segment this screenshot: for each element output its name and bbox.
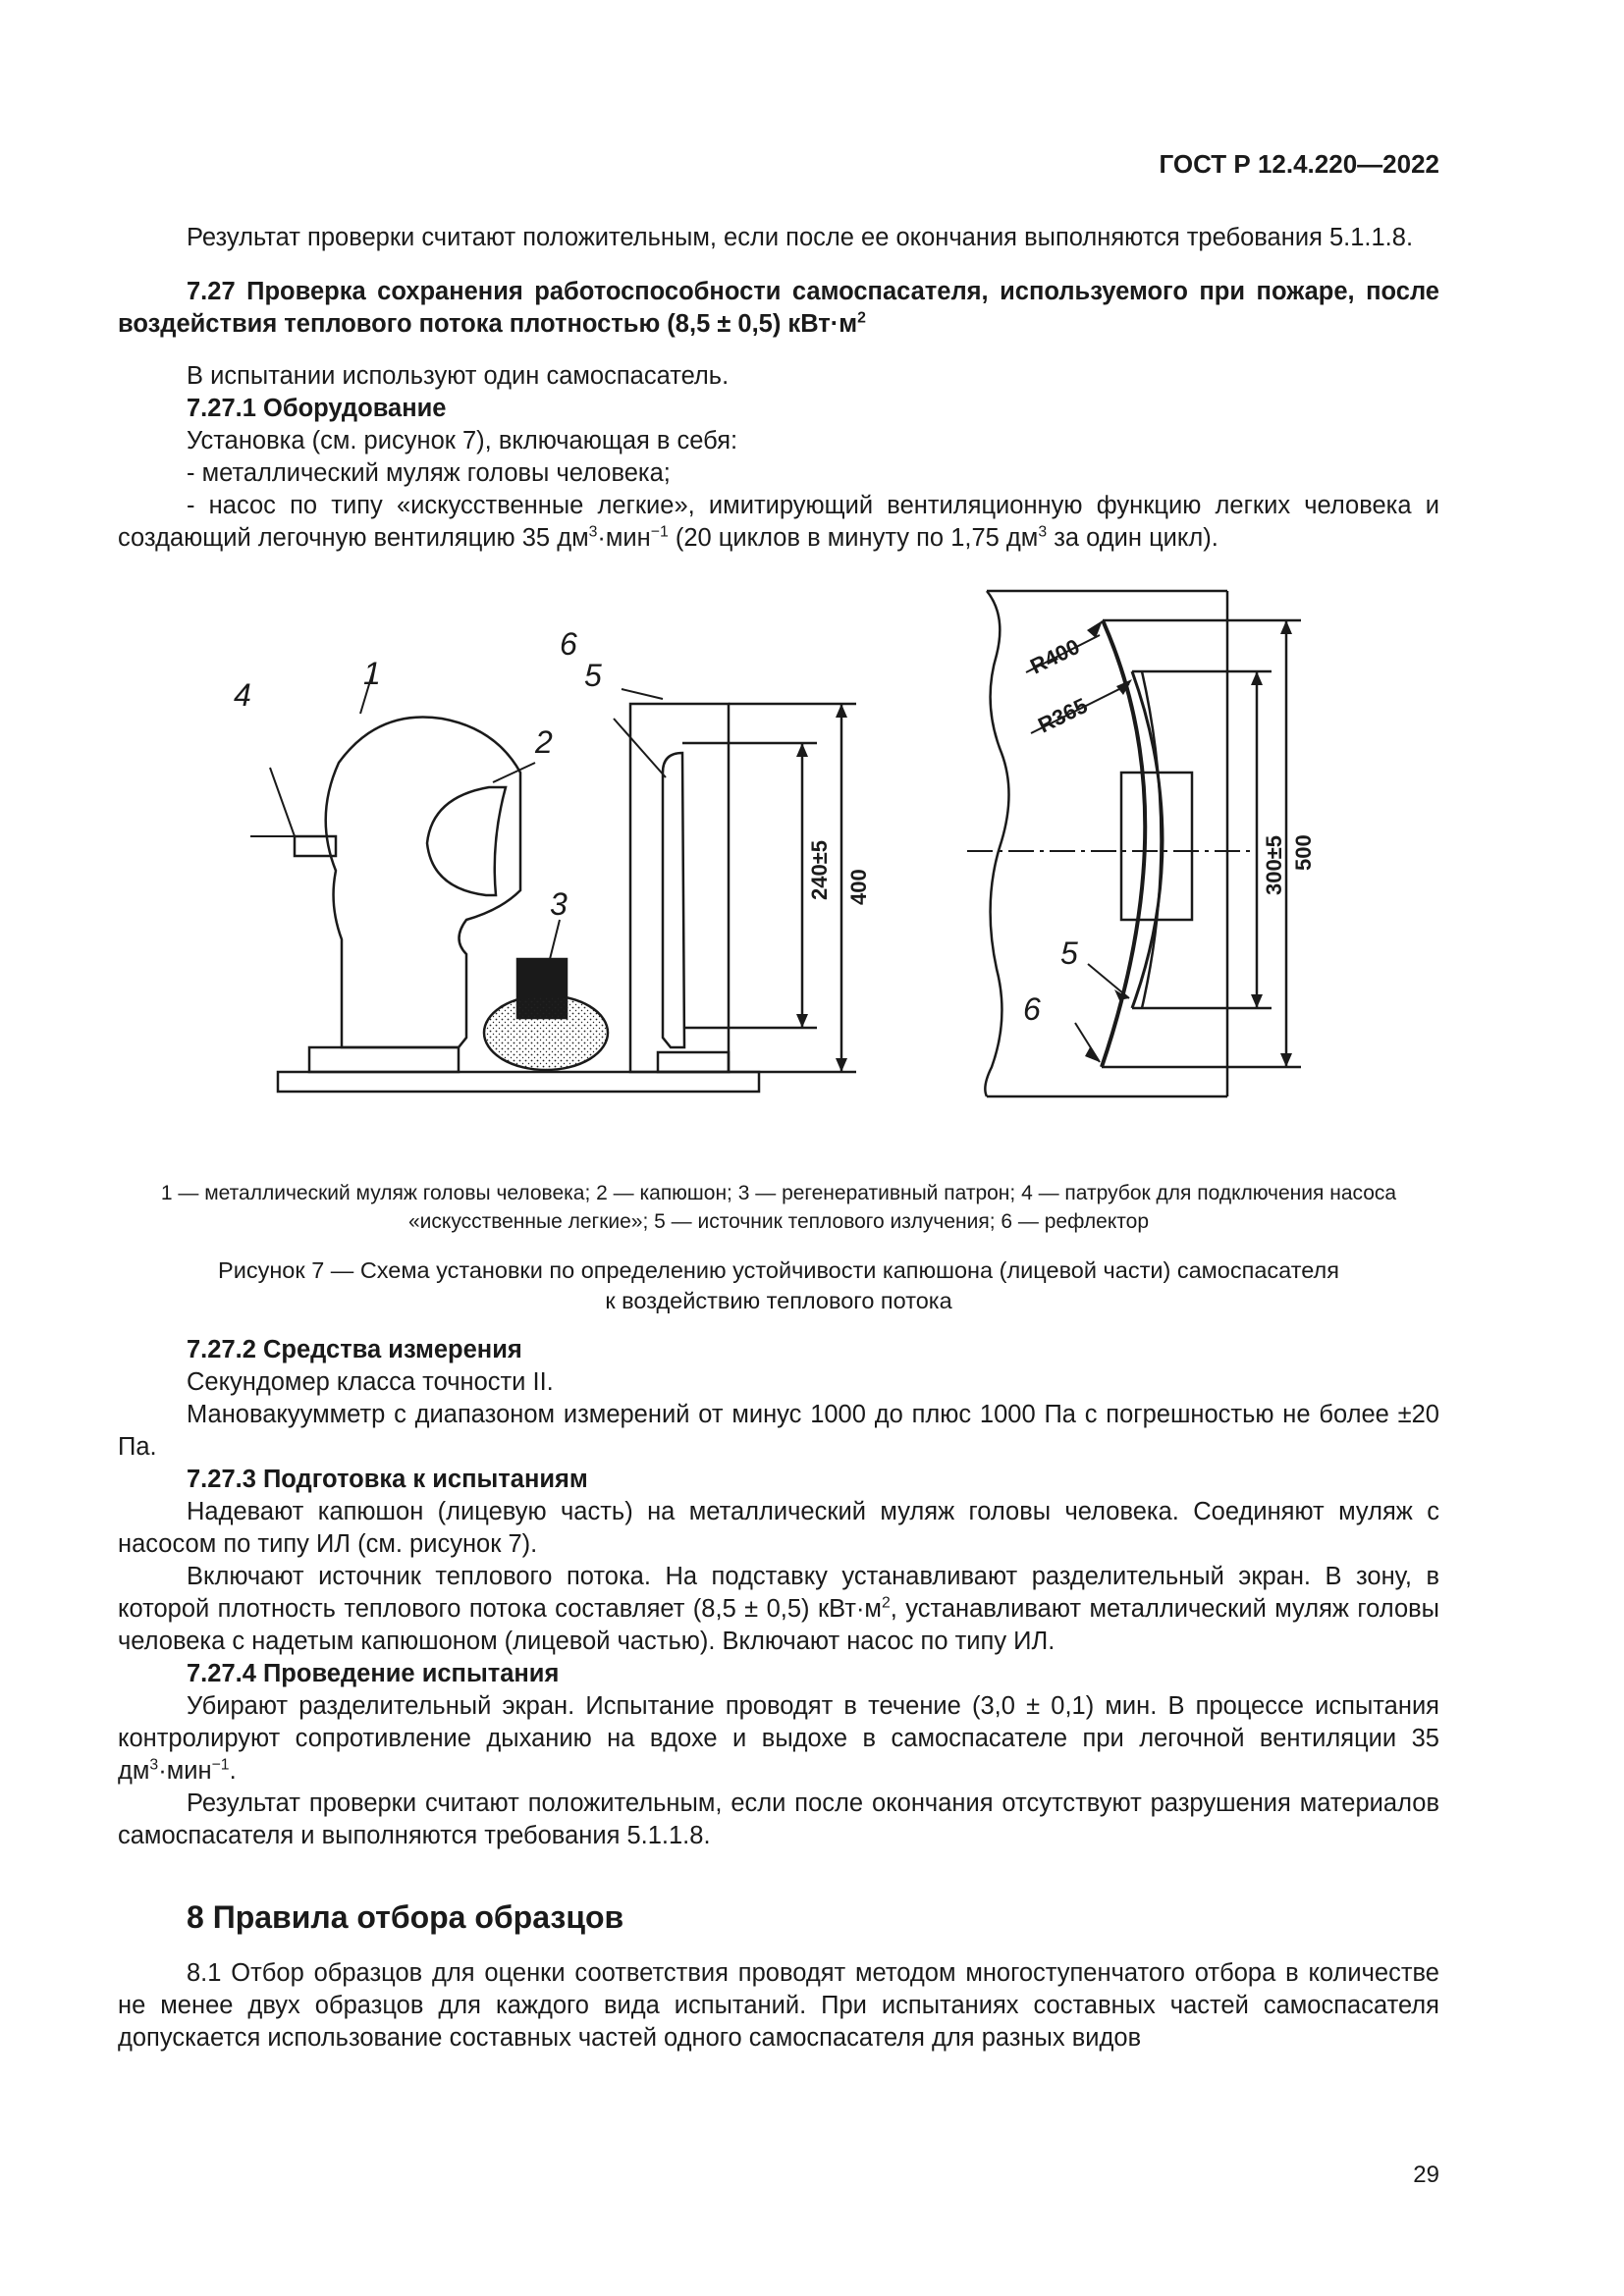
cartridge-container <box>484 995 608 1070</box>
prep-paragraph-1: Надевают капюшон (лицевую часть) на металлический муляж головы человека. Соединяют муляж с насосом по типу ИЛ (см. рисунок 7). <box>118 1498 1439 1558</box>
one-device-paragraph: В испытании используют один самоспасатель. <box>187 362 730 390</box>
test-paragraph: Убирают разделительный экран. Испытание проводят в течение (3,0 ± 0,1) мин. В процессе испытания контролируют сопротивление дыханию на вдохе и выдохе в самоспасателе при легочной вентиляции 35 $дм^3\cdot мин^{-1}$. <box>118 1692 1439 1785</box>
right-top-view-drawing <box>967 591 1301 1096</box>
standard-header: ГОСТ Р 12.4.220—2022 <box>1159 149 1439 179</box>
subsection-heading-7-27-2: 7.27.2 Средства измерения <box>187 1336 522 1363</box>
stopwatch-paragraph: Секундомер класса точности II. <box>187 1368 554 1396</box>
figure-7-diagram <box>118 576 1439 1165</box>
manometer-paragraph: Мановакуумметр с диапазоном измерений от минус 1000 до плюс 1000 Па с погрешностью не более ±20 Па. <box>118 1401 1439 1461</box>
radius-400: R400 <box>1026 633 1084 679</box>
figure-caption: Рисунок 7 — Схема установки по определению устойчивости капюшона (лицевой части) самоспасателя к воздействию теплового потока <box>218 1257 1339 1313</box>
setup-paragraph: Установка (см. рисунок 7), включающая в себя: <box>187 427 738 454</box>
reflector-stand-base <box>658 1052 729 1072</box>
list-item-pump: - насос по типу «искусственные легкие», имитирующий вентиляционную функцию легких человека и создающий легочную вентиляцию 35 $дм^3\cdot мин^{-1}$ (20 циклов в минуту по 1,75 $дм^3$ за один цикл). <box>118 492 1439 552</box>
left-setup-drawing <box>250 665 856 1092</box>
label-6-right: 6 <box>1023 991 1041 1027</box>
figure-legend: 1 — металлический муляж головы человека; 2 — капюшон; 3 — регенеративный патрон; 4 — патрубок для подключения насоса «искусственные легкие»; 5 — источник теплового излучения; 6 — рефлектор <box>160 1182 1397 1233</box>
section-heading-7-27: 7.27 Проверка сохранения работоспособности самоспасателя, используемого при пожаре, после воздействия теплового потока плотностью (8,5 ± 0,5) $кВт\cdot м^2$ <box>118 278 1439 338</box>
dim-240: 240±5 <box>807 839 832 900</box>
dim-400: 400 <box>846 869 871 905</box>
heat-window <box>1121 773 1192 920</box>
label-5-right: 5 <box>1060 935 1078 971</box>
section-heading-8: 8 Правила отбора образцов <box>187 1899 624 1935</box>
label-3: 3 <box>550 886 568 922</box>
prep-paragraph-2: Включают источник теплового потока. На подставку устанавливают разделительный экран. В зону, в которой плотность теплового потока составляет (8,5 ± 0,5) $кВт\cdot м^2$, устанавливают металлический муляж головы человека с надетым капюшоном (лицевой частью). Включают насос по типу ИЛ. <box>118 1563 1439 1655</box>
dim-500: 500 <box>1291 834 1316 871</box>
section-8-1-paragraph: 8.1 Отбор образцов для оценки соответствия проводят методом многоступенчатого отбора в количестве не менее двух образцов для каждого вида испытаний. При испытаниях составных частей самоспасателя допускается использование составных частей одного самоспасателя для разных видов <box>118 1959 1439 2052</box>
label-6: 6 <box>560 626 577 662</box>
label-1: 1 <box>363 656 381 691</box>
head-dummy <box>326 717 520 1047</box>
subsection-heading-7-27-4: 7.27.4 Проведение испытания <box>187 1660 560 1687</box>
dim-300: 300±5 <box>1262 834 1286 895</box>
heat-source <box>663 753 684 1047</box>
reflector-frame <box>630 704 729 1072</box>
result-paragraph: Результат проверки считают положительным, если после ее окончания выполняются требования 5.1.1.8. <box>187 224 1414 251</box>
dimension-labels <box>807 634 1316 905</box>
panel-left-break <box>985 591 1008 1096</box>
figure-labels <box>234 626 1078 1027</box>
list-item-head-dummy: - металлический муляж головы человека; <box>187 459 671 487</box>
page-number: 29 <box>1413 2162 1439 2188</box>
radius-365: R365 <box>1034 692 1092 738</box>
label-5: 5 <box>584 658 602 693</box>
head-stand-base <box>309 1047 459 1072</box>
base-plate <box>278 1072 759 1092</box>
subsection-heading-7-27-1: 7.27.1 Оборудование <box>187 395 447 422</box>
label-4: 4 <box>234 677 251 713</box>
page-content <box>118 222 1439 2055</box>
result-paragraph-2: Результат проверки считают положительным, если после окончания отсутствуют разрушения материалов самоспасателя и выполняются требования 5.1.1.8. <box>118 1789 1439 1849</box>
hood <box>427 787 506 895</box>
subsection-heading-7-27-3: 7.27.3 Подготовка к испытаниям <box>187 1466 588 1493</box>
label-2: 2 <box>535 724 553 760</box>
